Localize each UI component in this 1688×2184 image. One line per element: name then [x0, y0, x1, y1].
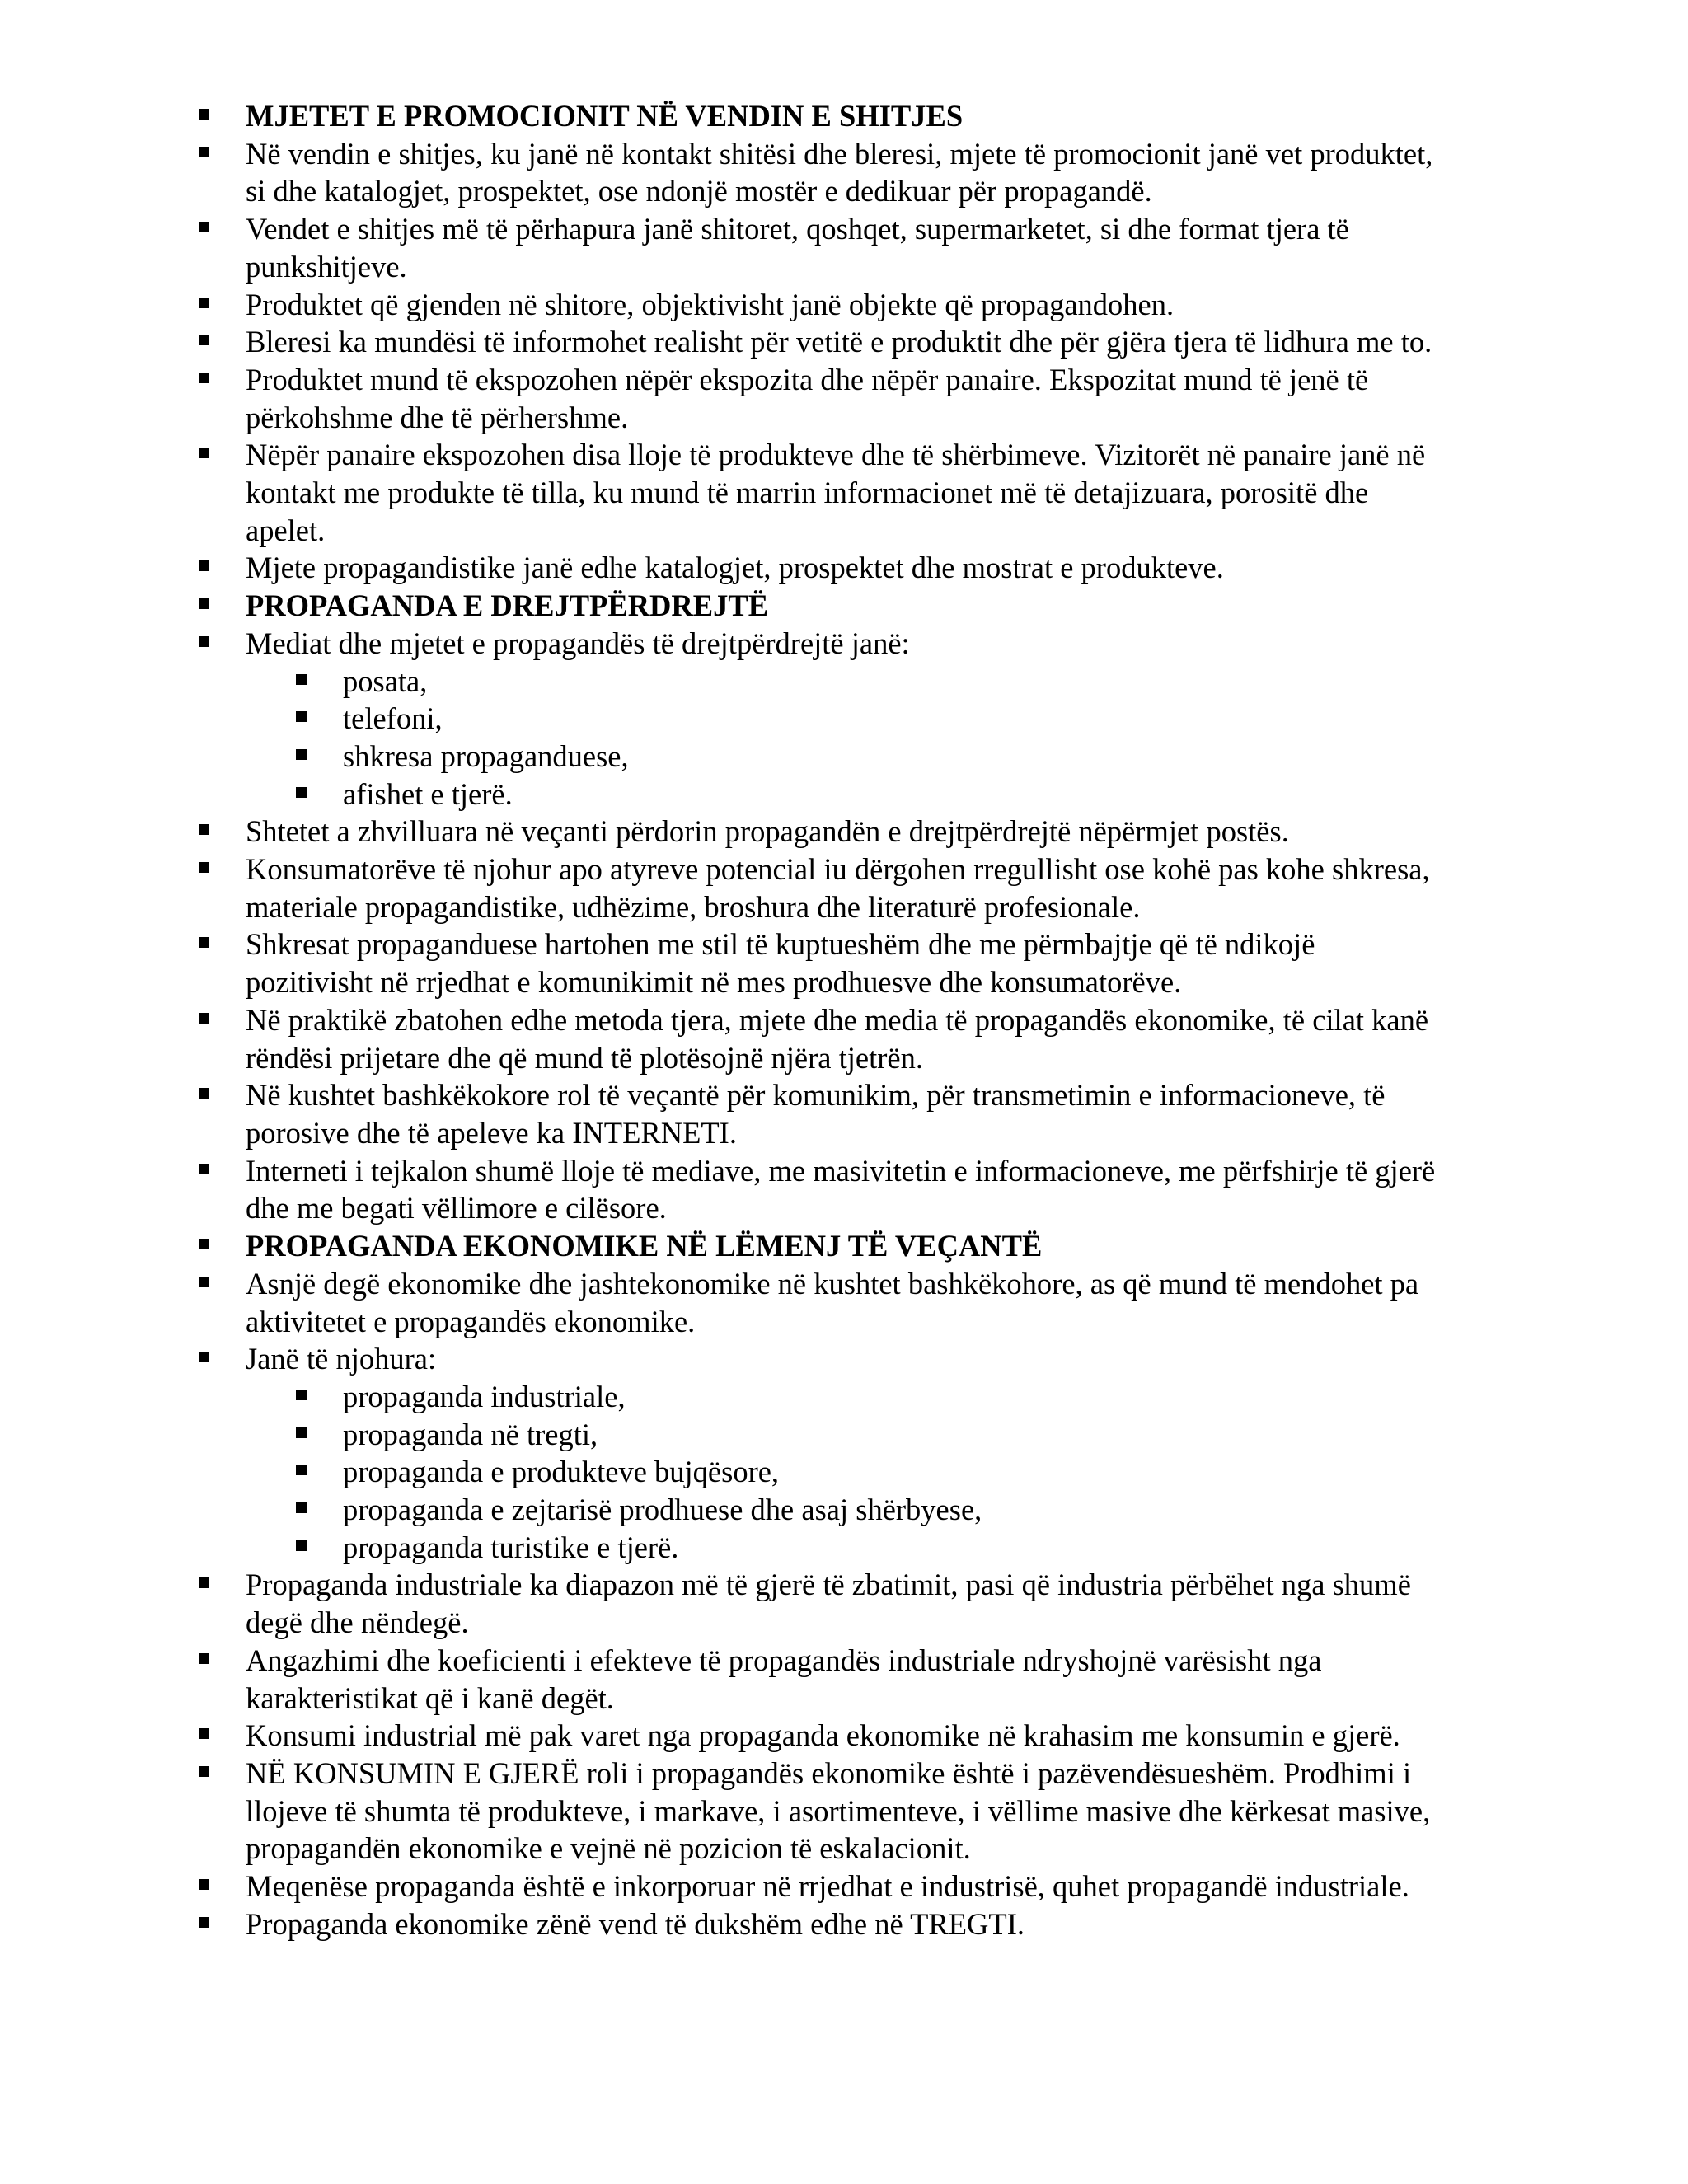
list-item — [0, 1755, 1688, 1868]
list-item-text: Në vendin e shitjes, ku janë në kontakt shitësi dhe bleresi, mjete të promocionit janë vet produktet, — [246, 136, 1433, 171]
sub-list-item — [0, 776, 1688, 813]
list-item-text: pozitivisht në rrjedhat e komunikimit në mes prodhuesve dhe konsumatorëve. — [246, 965, 1182, 1000]
list-item-text: si dhe katalogjet, prospektet, ose ndonjë mostër e dedikuar për propagandë. — [246, 174, 1152, 209]
list-item-text: Në praktikë zbatohen edhe metoda tjera, mjete dhe media të propagandës ekonomike, të cilat kanë — [246, 1002, 1429, 1037]
square-bullet-icon — [296, 749, 307, 760]
list-item-text: llojeve të shumta të produkteve, i markave, i asortimenteve, i vëllime masive dhe kërkesat masive, — [246, 1793, 1431, 1828]
sub-list-item — [0, 663, 1688, 701]
list-item-text: dhe me begati vëllimore e cilësore. — [246, 1191, 667, 1226]
list-item-text: apelet. — [246, 513, 326, 547]
list-item-text: kontakt me produkte të tilla, ku mund të marrin informacionet më të detajizuara, porositë dhe — [246, 476, 1369, 510]
sub-list-item — [0, 1378, 1688, 1416]
square-bullet-icon — [199, 1653, 209, 1664]
list-item — [0, 436, 1688, 549]
square-bullet-icon — [296, 787, 307, 798]
list-item — [0, 323, 1688, 361]
list-item-text: propagandën ekonomike e vejnë në pozicion të eskalacionit. — [246, 1831, 971, 1866]
square-bullet-icon — [199, 1088, 209, 1099]
list-item-text: Shkresat propaganduese hartohen me stil të kuptueshëm dhe me përmbajtje që të ndikojë — [246, 927, 1315, 962]
list-item-text: Propaganda industriale ka diapazon më të gjerë të zbatimit, pasi që industria përbëhet nga shumë — [246, 1568, 1411, 1602]
sub-list-item — [0, 1416, 1688, 1454]
square-bullet-icon — [296, 674, 307, 685]
list-item-text: Asnjë degë ekonomike dhe jashtekonomike në kushtet bashkëkohore, as që mund të mendohet pa — [246, 1266, 1419, 1301]
square-bullet-icon — [199, 1239, 209, 1249]
list-item-text: punkshitjeve. — [246, 249, 407, 284]
list-item-text: Produktet që gjenden në shitore, objektivisht janë objekte që propagandohen. — [246, 287, 1175, 321]
list-item-text: PROPAGANDA E DREJTPËRDREJTË — [246, 588, 769, 623]
list-item-text: NË KONSUMIN E GJERË roli i propagandës ekonomike është i pazëvendësueshëm. Prodhimi i — [246, 1755, 1412, 1790]
list-item-text: porosive dhe të apeleve ka INTERNETI. — [246, 1115, 737, 1150]
list-item-text: Bleresi ka mundësi të informohet realisht për vetitë e produktit dhe për gjëra tjera të lidhura me to. — [246, 325, 1432, 359]
sub-list-item — [0, 1453, 1688, 1491]
square-bullet-icon — [199, 1013, 209, 1024]
list-item-text: materiale propagandistike, udhëzime, broshura dhe literaturë profesionale. — [246, 889, 1141, 924]
square-bullet-icon — [296, 1502, 307, 1513]
square-bullet-icon — [199, 937, 209, 948]
list-item-text: Produktet mund të ekspozohen nëpër ekspozita dhe nëpër panaire. Ekspozitat mund të jenë të — [246, 362, 1369, 396]
list-item-text: aktivitetet e propagandës ekonomike. — [246, 1304, 696, 1338]
square-bullet-icon — [199, 1164, 209, 1174]
square-bullet-icon — [199, 1917, 209, 1928]
square-bullet-icon — [199, 222, 209, 232]
section-heading — [0, 97, 1688, 135]
sub-list-item — [0, 1491, 1688, 1529]
list-item-text: Nëpër panaire ekspozohen disa lloje të produkteve dhe të shërbimeve. Vizitorët në panaire janë në — [246, 438, 1426, 472]
list-item — [0, 625, 1688, 663]
list-item-text: Interneti i tejkalon shumë lloje të mediave, me masivitetin e informacioneve, me përfshirje të gjerë — [246, 1153, 1436, 1188]
square-bullet-icon — [296, 1427, 307, 1438]
list-item — [0, 851, 1688, 926]
list-item — [0, 210, 1688, 285]
list-item-text: shkresa propaganduese, — [343, 738, 629, 773]
list-item-text: degë dhe nëndegë. — [246, 1605, 469, 1640]
list-item-text: afishet e tjerë. — [343, 776, 513, 811]
document-page — [0, 97, 1688, 1943]
square-bullet-icon — [199, 448, 209, 458]
list-item-text: rëndësi prijetare dhe që mund të plotësojnë njëra tjetrën. — [246, 1040, 923, 1075]
list-item-text: përkohshme dhe të përhershme. — [246, 400, 629, 434]
square-bullet-icon — [199, 1352, 209, 1362]
square-bullet-icon — [199, 598, 209, 609]
square-bullet-icon — [199, 335, 209, 345]
list-item — [0, 926, 1688, 1001]
list-item-text: Konsumi industrial më pak varet nga propaganda ekonomike në krahasim me konsumin e gjerë. — [246, 1718, 1400, 1753]
list-item — [0, 1001, 1688, 1076]
list-item-text: Vendet e shitjes më të përhapura janë shitoret, qoshqet, supermarketet, si dhe format tjera të — [246, 212, 1349, 246]
list-item — [0, 1868, 1688, 1905]
list-item-text: propaganda e produkteve bujqësore, — [343, 1455, 780, 1489]
list-item — [0, 549, 1688, 587]
list-item — [0, 1340, 1688, 1378]
list-item-text: Propaganda ekonomike zënë vend të dukshëm edhe në TREGTI. — [246, 1906, 1025, 1941]
list-item-text: MJETET E PROMOCIONIT NË VENDIN E SHITJES — [246, 99, 964, 133]
list-item-text: propaganda industriale, — [343, 1379, 626, 1413]
square-bullet-icon — [199, 147, 209, 157]
square-bullet-icon — [199, 1766, 209, 1777]
square-bullet-icon — [199, 1577, 209, 1588]
square-bullet-icon — [199, 862, 209, 873]
square-bullet-icon — [199, 1277, 209, 1287]
list-item — [0, 286, 1688, 324]
list-item-text: propaganda turistike e tjerë. — [343, 1530, 679, 1564]
list-item-text: propaganda në tregti, — [343, 1417, 598, 1451]
sub-list-item — [0, 738, 1688, 776]
square-bullet-icon — [296, 1540, 307, 1551]
square-bullet-icon — [199, 373, 209, 383]
bullet-list — [0, 97, 1688, 1943]
sub-list-item — [0, 1529, 1688, 1567]
list-item-text: Janë të njohura: — [246, 1342, 437, 1376]
list-item-text: Angazhimi dhe koeficienti i efekteve të propagandës industriale ndryshojnë varësisht nga — [246, 1643, 1322, 1677]
list-item-text: Meqenëse propaganda është e inkorporuar në rrjedhat e industrisë, quhet propagandë industriale. — [246, 1869, 1409, 1904]
list-item — [0, 1265, 1688, 1340]
square-bullet-icon — [199, 636, 209, 647]
list-item-text: karakteristikat që i kanë degët. — [246, 1680, 614, 1715]
list-item — [0, 361, 1688, 436]
sub-list-item — [0, 700, 1688, 738]
list-item — [0, 135, 1688, 210]
square-bullet-icon — [296, 711, 307, 722]
square-bullet-icon — [296, 1465, 307, 1475]
square-bullet-icon — [296, 1390, 307, 1400]
list-item-text: Shtetet a zhvilluara në veçanti përdorin propagandën e drejtpërdrejtë nëpërmjet postës. — [246, 814, 1289, 849]
square-bullet-icon — [199, 1879, 209, 1890]
list-item — [0, 1905, 1688, 1943]
square-bullet-icon — [199, 824, 209, 835]
square-bullet-icon — [199, 560, 209, 571]
list-item — [0, 1152, 1688, 1227]
list-item — [0, 1717, 1688, 1755]
list-item-text: telefoni, — [343, 701, 443, 736]
list-item-text: Konsumatorëve të njohur apo atyreve potencial iu dërgohen rregullisht ose kohë pas kohe shkresa, — [246, 852, 1430, 887]
square-bullet-icon — [199, 1728, 209, 1739]
list-item — [0, 813, 1688, 851]
list-item-text: propaganda e zejtarisë prodhuese dhe asaj shërbyese, — [343, 1493, 982, 1527]
list-item-text: PROPAGANDA EKONOMIKE NË LËMENJ TË VEÇANTË — [246, 1229, 1043, 1263]
list-item-text: posata, — [343, 663, 428, 698]
list-item-text: Në kushtet bashkëkokore rol të veçantë për komunikim, për transmetimin e informacioneve, të — [246, 1078, 1386, 1113]
list-item — [0, 1076, 1688, 1151]
list-item-text: Mediat dhe mjetet e propagandës të drejtpërdrejtë janë: — [246, 626, 910, 660]
section-heading — [0, 587, 1688, 625]
list-item-text: Mjete propagandistike janë edhe katalogjet, prospektet dhe mostrat e produkteve. — [246, 551, 1224, 585]
list-item — [0, 1566, 1688, 1641]
section-heading — [0, 1227, 1688, 1265]
square-bullet-icon — [199, 109, 209, 120]
square-bullet-icon — [199, 298, 209, 308]
list-item — [0, 1642, 1688, 1717]
